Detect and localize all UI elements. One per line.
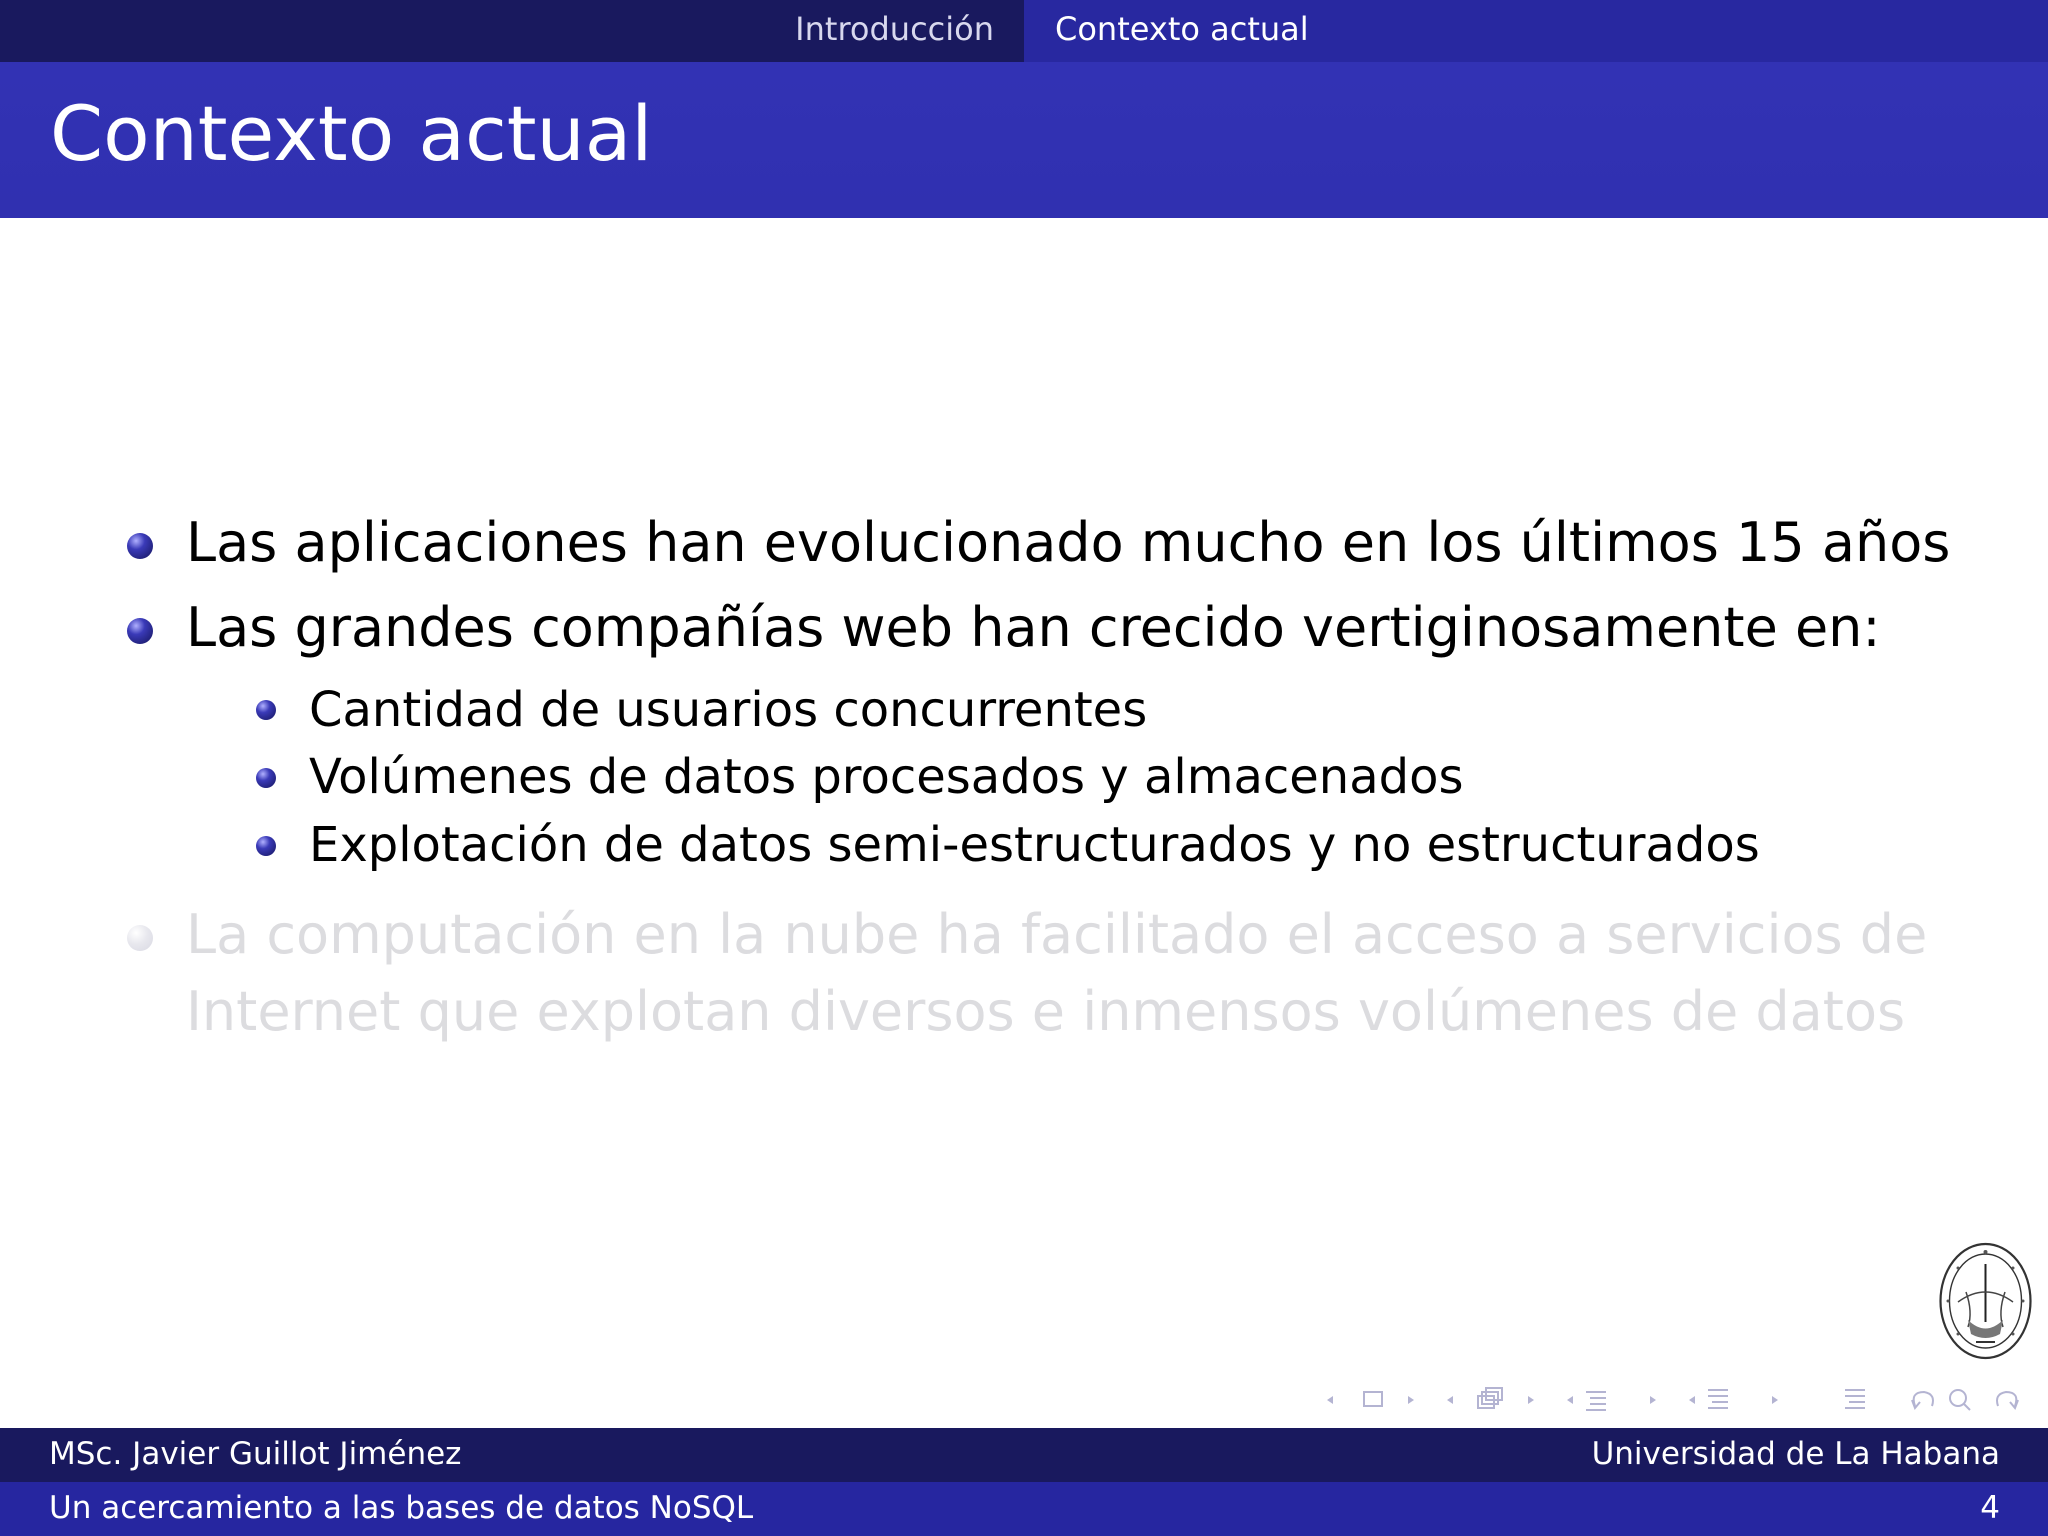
- beamer-navigation-controls: [1320, 1378, 2032, 1418]
- nav-search-icon[interactable]: [1950, 1390, 1970, 1410]
- footer-institution: Universidad de La Habana: [1591, 1436, 2000, 1472]
- bullet-item-faded-continuation: Internet que explotan diversos e inmensos volúmenes de datos: [186, 980, 1906, 1043]
- nav-section-contexto-actual[interactable]: Contexto actual: [1055, 10, 1309, 48]
- nav-prev-subsection-icon[interactable]: [1447, 1396, 1453, 1404]
- bullet-item: Las grandes compañías web han crecido vertiginosamente en:: [186, 596, 1881, 659]
- sub-bullet-item: Volúmenes de datos procesados y almacenados: [309, 749, 1464, 805]
- nav-next-doc-icon[interactable]: [1772, 1396, 1778, 1404]
- sub-bullet-item: Explotación de datos semi-estructurados y no estructurados: [309, 817, 1760, 873]
- footer-title-bar: [0, 1482, 2048, 1536]
- bullet-item-faded: La computación en la nube ha facilitado el acceso a servicios de: [186, 903, 1928, 966]
- footer-author-bar: [0, 1428, 2048, 1482]
- nav-prev-frame-icon[interactable]: [1327, 1396, 1333, 1404]
- sub-bullet-ball-icon: [256, 836, 276, 856]
- footer-talk-title: Un acercamiento a las bases de datos NoSQL: [49, 1490, 754, 1526]
- sub-bullet-item: Cantidad de usuarios concurrentes: [309, 682, 1148, 738]
- sub-bullet-ball-icon: [256, 700, 276, 720]
- nav-section-icon[interactable]: [1586, 1392, 1606, 1410]
- nav-section-introduccion[interactable]: Introducción: [795, 10, 994, 48]
- bullet-ball-icon: [127, 618, 153, 644]
- nav-next-section-icon[interactable]: [1650, 1396, 1656, 1404]
- sub-bullet-ball-icon: [256, 768, 276, 788]
- footer-page-number: 4: [1980, 1490, 2000, 1526]
- bullet-ball-icon: [127, 533, 153, 559]
- slide-title: Contexto actual: [50, 89, 653, 178]
- bullet-item: Las aplicaciones han evolucionado mucho en los últimos 15 años: [186, 511, 1951, 574]
- nav-next-frame-icon[interactable]: [1408, 1396, 1414, 1404]
- nav-forward-icon[interactable]: [1997, 1392, 2016, 1406]
- beamer-navigation-icons: [1320, 1378, 2032, 1418]
- nav-doc-icon[interactable]: [1708, 1390, 1728, 1408]
- footer-author: MSc. Javier Guillot Jiménez: [49, 1436, 462, 1472]
- nav-back-icon[interactable]: [1914, 1392, 1933, 1406]
- bullet-ball-icon-faded: [127, 925, 153, 951]
- nav-frame-icon[interactable]: [1364, 1392, 1382, 1406]
- nav-subsection-icon[interactable]: [1478, 1388, 1502, 1408]
- nav-toc-icon[interactable]: [1845, 1390, 1865, 1408]
- nav-prev-section-icon[interactable]: [1567, 1396, 1573, 1404]
- nav-next-subsection-icon[interactable]: [1528, 1396, 1534, 1404]
- nav-prev-doc-icon[interactable]: [1689, 1396, 1695, 1404]
- university-seal-icon: [1938, 1242, 2033, 1360]
